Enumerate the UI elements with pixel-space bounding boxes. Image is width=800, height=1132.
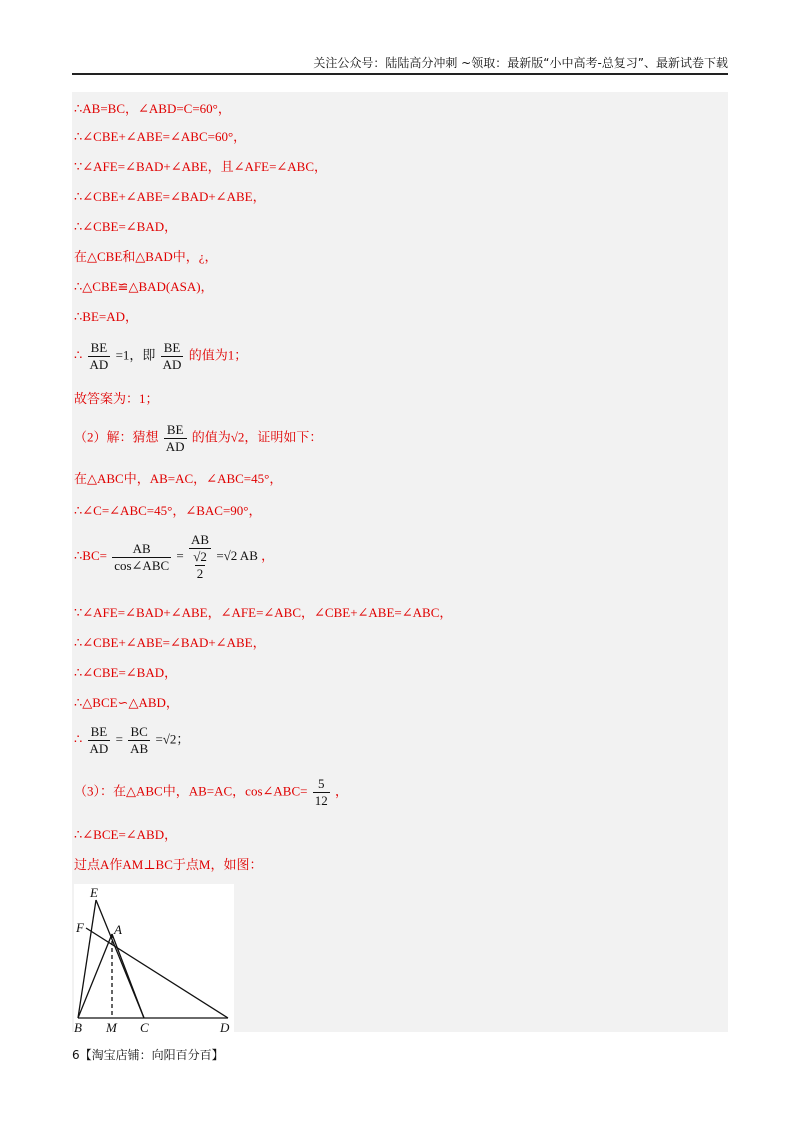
line-8: ∴BE=AD，: [74, 309, 138, 324]
label-b: B: [74, 1020, 82, 1034]
line-1: ∴AB=BC，∠ABD=C=60°，: [74, 101, 231, 116]
fraction-be-ad-3: $\frac{BE}{AD}$: [165, 422, 185, 454]
fraction-ab-sqrt2: $\frac{AB}{\frac{√2}{2}}$: [191, 532, 210, 581]
label-f: F: [76, 920, 84, 935]
line-3: ∵∠AFE=∠BAD+∠ABE，且∠AFE=∠ABC，: [74, 159, 328, 174]
fraction-ab-cos: $\frac{AB}{\text{cos∠ABC}}$: [114, 540, 170, 573]
therefore-symbol: ∴: [74, 347, 83, 363]
label-m: M: [106, 1020, 117, 1034]
line-12: 在△ABC中，AB=AC，∠ABC=45°，: [74, 471, 283, 486]
line-19: ∴ $\frac{BE}{AD}$ = $\frac{BC}{AB}$ =√2；: [74, 724, 190, 756]
line-6: 在△CBE和△BAD中，¿，: [74, 249, 218, 264]
page-footer: 6【淘宝店铺：向阳百分百】: [72, 1048, 224, 1062]
fraction-be-ad-2: $\frac{BE}{AD}$: [162, 340, 182, 372]
line-9: ∴ $\frac{BE}{AD}$ =1，即 $\frac{BE}{AD}$ 的值为1；: [74, 340, 248, 372]
line-21: ∴∠BCE=∠ABD，: [74, 827, 178, 842]
line-18: ∴△BCE∽△ABD，: [74, 695, 179, 710]
label-c: C: [140, 1020, 149, 1034]
header-divider: [72, 73, 728, 75]
line-5: ∴∠CBE=∠BAD，: [74, 219, 178, 234]
label-d: D: [220, 1020, 230, 1034]
fraction-be-ad: $\frac{BE}{AD}$: [89, 340, 109, 372]
line-11: （2）解：猜想 $\frac{BE}{AD}$ 的值为√2，证明如下：: [74, 422, 323, 454]
line-10: 故答案为：1；: [74, 391, 159, 406]
fraction-bc-ab: $\frac{BC}{AB}$: [130, 724, 149, 756]
label-e: E: [90, 885, 98, 900]
line-4: ∴∠CBE+∠ABE=∠BAD+∠ABE，: [74, 189, 266, 204]
line-20: （3）：在△ABC中，AB=AC，cos∠ABC= $\frac{5}{12}$ ，: [74, 776, 348, 808]
line-7: ∴△CBE≌△BAD(ASA)，: [74, 279, 214, 294]
line-17: ∴∠CBE=∠BAD，: [74, 665, 178, 680]
fraction-5-12: $\frac{5}{12}$: [314, 776, 328, 808]
line-2: ∴∠CBE+∠ABE=∠ABC=60°，: [74, 129, 247, 144]
line-15: ∵∠AFE=∠BAD+∠ABE，∠AFE=∠ABC，∠CBE+∠ABE=∠ABC，: [74, 605, 453, 620]
page-header: 关注公众号：陆陆高分冲刺 ~领取：最新版“小中高考-总复习”、最新试卷下载: [313, 56, 728, 70]
line-13: ∴∠C=∠ABC=45°，∠BAC=90°，: [74, 503, 262, 518]
nested-fraction: $\frac{√2}{2}$: [189, 548, 211, 582]
label-a: A: [114, 922, 122, 937]
line-14: ∴BC= $\frac{AB}{\text{cos∠ABC}}$ = $\frac{AB}{\frac{√2}{2}}$ =√2 AB ，: [74, 532, 275, 581]
geometry-figure: [74, 884, 234, 1034]
fraction-be-ad-4: $\frac{BE}{AD}$: [89, 724, 109, 756]
line-22: 过点A作AM⊥BC于点M，如图：: [74, 857, 263, 872]
line-16: ∴∠CBE+∠ABE=∠BAD+∠ABE，: [74, 635, 266, 650]
